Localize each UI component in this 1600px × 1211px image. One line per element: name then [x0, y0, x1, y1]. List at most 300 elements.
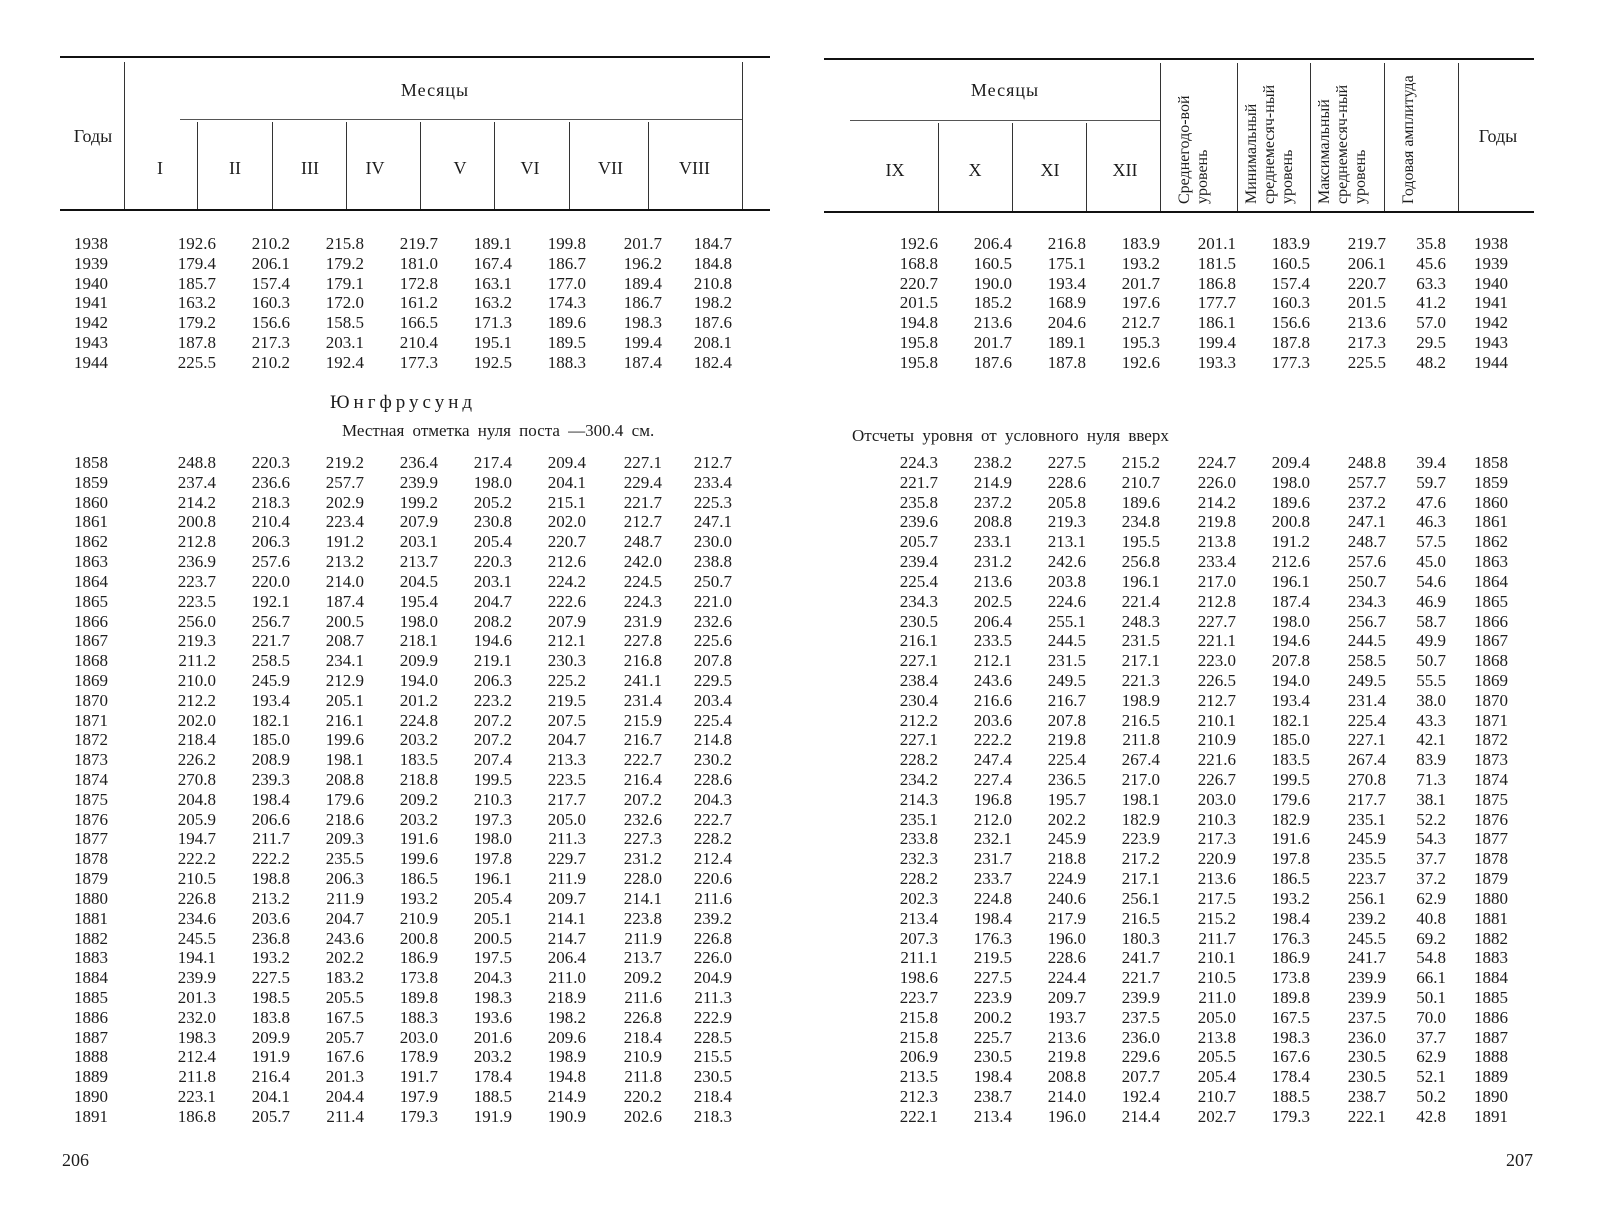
- table-row: [74, 353, 732, 373]
- level-cell: 168.8: [899, 253, 938, 273]
- level-cell: 241.1: [623, 670, 662, 690]
- level-cell: 211.9: [548, 869, 586, 889]
- level-cell: 225.4: [899, 571, 938, 591]
- level-cell: 213.2: [325, 552, 364, 572]
- table-row: [862, 552, 1516, 572]
- level-cell: 209.4: [547, 453, 586, 472]
- year-cell: 1864: [1474, 571, 1508, 591]
- level-cell: 249.5: [1347, 670, 1386, 690]
- level-cell: 49.9: [1416, 631, 1446, 651]
- level-cell: 179.2: [325, 253, 364, 273]
- level-cell: 216.6: [973, 690, 1012, 710]
- level-cell: 198.6: [899, 968, 938, 988]
- level-cell: 206.9: [899, 1047, 938, 1067]
- year-cell: 1938: [1474, 234, 1508, 253]
- level-cell: 233.4: [1197, 552, 1236, 572]
- level-cell: 228.2: [693, 829, 732, 849]
- level-cell: 186.7: [547, 253, 586, 273]
- level-cell: 212.4: [693, 849, 732, 869]
- level-cell: 184.7: [693, 234, 732, 253]
- level-cell: 226.8: [623, 1007, 662, 1027]
- level-cell: 227.1: [1347, 730, 1386, 750]
- level-cell: 161.2: [399, 293, 438, 313]
- level-cell: 230.3: [547, 651, 586, 671]
- table-row: [74, 691, 732, 711]
- level-cell: 237.2: [1347, 492, 1386, 512]
- level-cell: 234.1: [325, 651, 364, 671]
- level-cell: 228.6: [1047, 472, 1086, 492]
- level-cell: 198.2: [547, 1007, 586, 1027]
- level-cell: 256.1: [1121, 888, 1160, 908]
- level-cell: 228.6: [1047, 948, 1086, 968]
- level-cell: 201.6: [473, 1027, 512, 1047]
- level-cell: 219.8: [1197, 512, 1236, 532]
- level-cell: 203.0: [399, 1027, 438, 1047]
- level-cell: 221.7: [899, 472, 938, 492]
- level-cell: 213.6: [1197, 869, 1236, 889]
- table-row: [74, 1087, 732, 1107]
- level-cell: 172.8: [399, 273, 438, 293]
- month-header-v: V: [453, 158, 467, 178]
- level-cell: 230.5: [1347, 1067, 1386, 1087]
- level-cell: 196.0: [1047, 1106, 1086, 1126]
- level-cell: 211.7: [1198, 928, 1236, 948]
- level-cell: 182.4: [693, 352, 732, 372]
- table-row: [862, 730, 1516, 750]
- level-cell: 236.6: [251, 472, 290, 492]
- level-cell: 198.1: [1121, 789, 1160, 809]
- level-cell: 199.8: [547, 234, 586, 253]
- level-cell: 205.1: [325, 690, 364, 710]
- level-cell: 177.3: [1271, 352, 1310, 372]
- level-cell: 205.7: [325, 1027, 364, 1047]
- level-cell: 211.4: [326, 1106, 364, 1126]
- table-row: [862, 234, 1516, 254]
- level-cell: 257.7: [1347, 472, 1386, 492]
- header-divider: [648, 122, 649, 209]
- level-cell: 233.1: [973, 532, 1012, 552]
- level-cell: 50.7: [1416, 651, 1446, 671]
- level-cell: 167.5: [1271, 1007, 1310, 1027]
- year-cell: 1869: [1474, 670, 1508, 690]
- level-cell: 223.7: [1347, 869, 1386, 889]
- level-cell: 69.2: [1416, 928, 1446, 948]
- left-table-1858-1891: [74, 453, 732, 1127]
- level-cell: 37.7: [1416, 1027, 1446, 1047]
- level-cell: 163.2: [473, 293, 512, 313]
- month-header-i: I: [157, 158, 163, 178]
- year-cell: 1940: [1474, 273, 1508, 293]
- level-cell: 198.5: [251, 987, 290, 1007]
- level-cell: 52.2: [1416, 809, 1446, 829]
- table-row: [862, 493, 1516, 513]
- level-cell: 197.6: [1121, 293, 1160, 313]
- level-cell: 213.4: [973, 1106, 1012, 1126]
- level-cell: 235.1: [1347, 809, 1386, 829]
- level-cell: 224.3: [899, 453, 938, 472]
- level-cell: 229.6: [1121, 1047, 1160, 1067]
- level-cell: 233.4: [693, 472, 732, 492]
- level-cell: 206.3: [473, 670, 512, 690]
- level-cell: 179.3: [1271, 1106, 1310, 1126]
- level-cell: 206.1: [251, 253, 290, 273]
- level-cell: 179.1: [325, 273, 364, 293]
- level-cell: 210.7: [1121, 472, 1160, 492]
- table-row: [74, 651, 732, 671]
- level-cell: 220.3: [473, 552, 512, 572]
- year-cell: 1939: [74, 253, 108, 273]
- level-cell: 176.3: [1271, 928, 1310, 948]
- level-cell: 214.9: [547, 1087, 586, 1106]
- year-cell: 1882: [74, 928, 108, 948]
- year-cell: 1886: [1474, 1007, 1508, 1027]
- level-cell: 186.5: [1271, 869, 1310, 889]
- level-cell: 194.8: [547, 1067, 586, 1087]
- level-cell: 227.7: [1197, 611, 1236, 631]
- level-cell: 200.8: [177, 512, 216, 532]
- level-cell: 226.8: [177, 888, 216, 908]
- level-cell: 189.6: [1271, 492, 1310, 512]
- level-cell: 213.6: [973, 313, 1012, 333]
- level-cell: 205.0: [1197, 1007, 1236, 1027]
- level-cell: 258.5: [1347, 651, 1386, 671]
- level-cell: 239.6: [899, 512, 938, 532]
- level-cell: 198.4: [1271, 908, 1310, 928]
- table-row: [74, 1067, 732, 1087]
- level-cell: 222.6: [547, 591, 586, 611]
- month-header-vii: VII: [598, 158, 623, 178]
- level-cell: 201.7: [1121, 273, 1160, 293]
- level-cell: 231.5: [1121, 631, 1160, 651]
- table-row: [862, 473, 1516, 493]
- level-cell: 43.3: [1416, 710, 1446, 730]
- level-cell: 203.0: [1197, 789, 1236, 809]
- level-cell: 204.1: [251, 1087, 290, 1106]
- level-cell: 211.8: [1122, 730, 1160, 750]
- level-cell: 190.9: [547, 1106, 586, 1126]
- level-cell: 222.9: [693, 1007, 732, 1027]
- level-cell: 208.9: [251, 750, 290, 770]
- level-cell: 223.5: [547, 770, 586, 789]
- year-cell: 1861: [74, 512, 108, 532]
- level-cell: 213.8: [1197, 1027, 1236, 1047]
- level-cell: 248.8: [177, 453, 216, 472]
- level-cell: 218.9: [547, 987, 586, 1007]
- year-cell: 1889: [74, 1067, 108, 1087]
- level-cell: 227.3: [623, 829, 662, 849]
- level-cell: 203.6: [973, 710, 1012, 730]
- level-cell: 220.7: [899, 273, 938, 293]
- level-cell: 197.8: [1271, 849, 1310, 869]
- level-cell: 207.2: [473, 710, 512, 730]
- level-cell: 211.3: [548, 829, 586, 849]
- level-cell: 70.0: [1416, 1007, 1446, 1027]
- level-cell: 194.6: [473, 631, 512, 651]
- level-cell: 208.1: [693, 333, 732, 353]
- table-row: [862, 691, 1516, 711]
- level-cell: 205.4: [473, 532, 512, 552]
- level-cell: 45.0: [1416, 552, 1446, 572]
- level-cell: 204.7: [473, 591, 512, 611]
- table-row: [862, 274, 1516, 294]
- level-cell: 248.3: [1121, 611, 1160, 631]
- level-cell: 216.5: [1121, 710, 1160, 730]
- level-cell: 202.9: [325, 492, 364, 512]
- level-cell: 224.7: [1197, 453, 1236, 472]
- level-cell: 187.6: [973, 352, 1012, 372]
- level-cell: 213.7: [623, 948, 662, 968]
- level-cell: 187.6: [693, 313, 732, 333]
- year-cell: 1939: [1474, 253, 1508, 273]
- header-divider: [938, 123, 939, 211]
- level-cell: 220.3: [251, 453, 290, 472]
- page-number-left: 206: [62, 1150, 89, 1170]
- year-cell: 1878: [74, 849, 108, 869]
- level-cell: 227.5: [1047, 453, 1086, 472]
- level-cell: 210.3: [473, 789, 512, 809]
- level-cell: 234.2: [899, 770, 938, 789]
- level-cell: 157.4: [1271, 273, 1310, 293]
- table-row: [862, 353, 1516, 373]
- level-cell: 198.0: [1271, 611, 1310, 631]
- level-cell: 228.2: [899, 750, 938, 770]
- level-cell: 245.9: [1347, 829, 1386, 849]
- level-cell: 257.7: [325, 472, 364, 492]
- level-cell: 224.5: [623, 571, 662, 591]
- year-cell: 1941: [1474, 293, 1508, 313]
- level-cell: 208.8: [1047, 1067, 1086, 1087]
- year-cell: 1866: [74, 611, 108, 631]
- level-cell: 196.2: [623, 253, 662, 273]
- level-cell: 204.3: [473, 968, 512, 988]
- level-cell: 230.0: [693, 532, 732, 552]
- level-cell: 52.1: [1416, 1067, 1446, 1087]
- level-cell: 212.8: [177, 532, 216, 552]
- table-row: [74, 810, 732, 830]
- station-title: Юнгфрусунд: [330, 392, 477, 413]
- level-cell: 238.2: [973, 453, 1012, 472]
- level-cell: 179.3: [399, 1106, 438, 1126]
- year-cell: 1877: [1474, 829, 1508, 849]
- level-cell: 186.9: [399, 948, 438, 968]
- level-cell: 186.8: [177, 1106, 216, 1126]
- level-cell: 188.3: [399, 1007, 438, 1027]
- header-bottom-rule: [60, 209, 770, 211]
- year-cell: 1891: [1474, 1106, 1508, 1126]
- level-cell: 210.7: [1197, 1087, 1236, 1106]
- level-cell: 211.2: [178, 651, 216, 671]
- level-cell: 215.8: [899, 1007, 938, 1027]
- level-cell: 183.5: [399, 750, 438, 770]
- mean-level-header: Среднегодо-вой уровень: [1176, 95, 1211, 204]
- level-cell: 215.5: [693, 1047, 732, 1067]
- year-cell: 1879: [1474, 869, 1508, 889]
- level-cell: 205.5: [1197, 1047, 1236, 1067]
- level-cell: 198.4: [973, 1067, 1012, 1087]
- level-cell: 207.8: [1047, 710, 1086, 730]
- level-cell: 204.4: [325, 1087, 364, 1106]
- table-row: [862, 948, 1516, 968]
- level-cell: 225.3: [693, 492, 732, 512]
- level-cell: 227.1: [899, 651, 938, 671]
- level-cell: 210.8: [693, 273, 732, 293]
- level-cell: 181.0: [399, 253, 438, 273]
- level-cell: 191.2: [1271, 532, 1310, 552]
- level-cell: 194.8: [899, 313, 938, 333]
- level-cell: 236.5: [1047, 770, 1086, 789]
- level-cell: 196.1: [1121, 571, 1160, 591]
- level-cell: 223.1: [177, 1087, 216, 1106]
- level-cell: 230.4: [899, 690, 938, 710]
- table-row: [74, 889, 732, 909]
- year-cell: 1876: [1474, 809, 1508, 829]
- level-cell: 218.3: [693, 1106, 732, 1126]
- level-cell: 205.2: [473, 492, 512, 512]
- header-divider: [1160, 63, 1161, 211]
- zero-mark-note: Местная отметка нуля поста —300.4 см.: [342, 421, 655, 440]
- level-cell: 55.5: [1416, 670, 1446, 690]
- level-cell: 234.3: [899, 591, 938, 611]
- level-cell: 201.3: [177, 987, 216, 1007]
- level-cell: 248.8: [1347, 453, 1386, 472]
- level-cell: 205.7: [899, 532, 938, 552]
- level-cell: 225.2: [547, 670, 586, 690]
- level-cell: 245.5: [1347, 928, 1386, 948]
- year-cell: 1940: [74, 273, 108, 293]
- level-cell: 230.5: [899, 611, 938, 631]
- level-cell: 214.9: [973, 472, 1012, 492]
- level-cell: 182.9: [1271, 809, 1310, 829]
- level-cell: 230.8: [473, 512, 512, 532]
- year-cell: 1872: [74, 730, 108, 750]
- level-cell: 199.4: [1197, 333, 1236, 353]
- level-cell: 201.5: [899, 293, 938, 313]
- level-cell: 195.3: [1121, 333, 1160, 353]
- level-cell: 200.8: [399, 928, 438, 948]
- level-cell: 209.2: [399, 789, 438, 809]
- level-cell: 42.8: [1416, 1106, 1446, 1126]
- months-underline: [180, 119, 742, 120]
- month-header-iii: III: [301, 158, 319, 178]
- month-header-vi: VI: [520, 158, 540, 178]
- table-row: [862, 671, 1516, 691]
- level-cell: 230.5: [693, 1067, 732, 1087]
- level-cell: 167.6: [325, 1047, 364, 1067]
- level-cell: 244.5: [1347, 631, 1386, 651]
- year-cell: 1874: [1474, 770, 1508, 789]
- level-cell: 201.7: [973, 333, 1012, 353]
- level-cell: 267.4: [1347, 750, 1386, 770]
- level-cell: 198.8: [251, 869, 290, 889]
- level-cell: 208.8: [973, 512, 1012, 532]
- level-cell: 231.2: [973, 552, 1012, 572]
- level-cell: 223.9: [1121, 829, 1160, 849]
- level-cell: 210.9: [1197, 730, 1236, 750]
- level-cell: 217.9: [1047, 908, 1086, 928]
- level-cell: 163.2: [177, 293, 216, 313]
- level-cell: 180.3: [1121, 928, 1160, 948]
- level-cell: 203.2: [399, 809, 438, 829]
- level-cell: 203.1: [325, 333, 364, 353]
- table-row: [862, 909, 1516, 929]
- level-cell: 177.3: [399, 352, 438, 372]
- level-cell: 221.6: [1197, 750, 1236, 770]
- level-cell: 194.0: [399, 670, 438, 690]
- level-cell: 214.1: [547, 908, 586, 928]
- level-cell: 210.2: [251, 352, 290, 372]
- level-cell: 179.4: [177, 253, 216, 273]
- level-cell: 210.4: [399, 333, 438, 353]
- level-cell: 205.0: [547, 809, 586, 829]
- level-cell: 192.6: [1121, 352, 1160, 372]
- level-cell: 29.5: [1416, 333, 1446, 353]
- table-row: [862, 810, 1516, 830]
- level-cell: 235.5: [1347, 849, 1386, 869]
- level-cell: 234.8: [1121, 512, 1160, 532]
- level-cell: 211.0: [548, 968, 586, 988]
- level-cell: 224.6: [1047, 591, 1086, 611]
- table-row: [74, 730, 732, 750]
- year-cell: 1887: [1474, 1027, 1508, 1047]
- level-cell: 213.6: [1047, 1027, 1086, 1047]
- year-cell: 1860: [74, 492, 108, 512]
- level-cell: 239.2: [693, 908, 732, 928]
- level-cell: 193.6: [473, 1007, 512, 1027]
- level-cell: 226.5: [1197, 670, 1236, 690]
- level-cell: 207.2: [473, 730, 512, 750]
- months-header: Месяцы: [400, 80, 470, 100]
- table-row: [862, 790, 1516, 810]
- level-cell: 213.5: [899, 1067, 938, 1087]
- level-cell: 213.7: [399, 552, 438, 572]
- level-cell: 214.1: [623, 888, 662, 908]
- level-cell: 160.5: [973, 253, 1012, 273]
- level-cell: 237.5: [1347, 1007, 1386, 1027]
- level-cell: 62.9: [1416, 888, 1446, 908]
- level-cell: 227.1: [899, 730, 938, 750]
- level-cell: 245.9: [1047, 829, 1086, 849]
- year-cell: 1887: [74, 1027, 108, 1047]
- level-cell: 200.2: [973, 1007, 1012, 1027]
- level-cell: 211.8: [178, 1067, 216, 1087]
- level-cell: 212.9: [325, 670, 364, 690]
- level-cell: 230.5: [1347, 1047, 1386, 1067]
- level-cell: 208.7: [325, 631, 364, 651]
- level-cell: 214.2: [1197, 492, 1236, 512]
- table-row: [862, 333, 1516, 353]
- level-cell: 200.5: [473, 928, 512, 948]
- level-cell: 173.8: [399, 968, 438, 988]
- level-cell: 203.1: [399, 532, 438, 552]
- level-cell: 235.1: [899, 809, 938, 829]
- level-cell: 186.5: [399, 869, 438, 889]
- table-row: [74, 612, 732, 632]
- year-cell: 1875: [1474, 789, 1508, 809]
- level-cell: 191.9: [251, 1047, 290, 1067]
- level-cell: 207.7: [1121, 1067, 1160, 1087]
- level-cell: 218.1: [399, 631, 438, 651]
- level-cell: 211.3: [694, 987, 732, 1007]
- level-cell: 218.3: [251, 492, 290, 512]
- level-cell: 267.4: [1121, 750, 1160, 770]
- level-cell: 160.3: [1271, 293, 1310, 313]
- level-cell: 192.4: [325, 352, 364, 372]
- level-cell: 224.8: [973, 888, 1012, 908]
- month-header-ix: IX: [885, 160, 905, 180]
- level-cell: 256.7: [251, 611, 290, 631]
- level-cell: 198.9: [547, 1047, 586, 1067]
- level-cell: 198.1: [325, 750, 364, 770]
